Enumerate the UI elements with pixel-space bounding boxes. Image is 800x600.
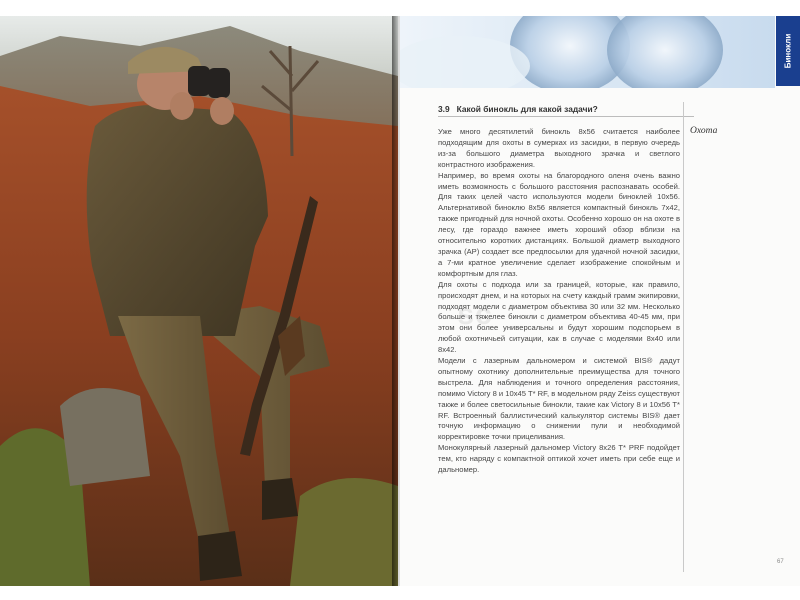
section-tab (776, 16, 800, 86)
section-tab-label: Бинокли (783, 33, 793, 69)
header-lenses-graphic (400, 16, 775, 88)
page-number: 67 (777, 559, 784, 565)
section-number: 3.9 (438, 104, 450, 114)
section-heading (438, 104, 598, 114)
watermark: sc (457, 298, 493, 331)
hunter-photo-graphic (0, 16, 398, 586)
heading-rule (438, 116, 694, 117)
paragraph: Монокулярный лазерный дальномер Victory 8x26 T* PRF подойдет тем, кто наряду с компактной оптикой хочет иметь при себе еще и дальномер. (438, 443, 680, 475)
hunter-photo (0, 16, 398, 586)
margin-rule (683, 102, 684, 572)
book-spread (0, 16, 800, 586)
paragraph: Модели с лазерным дальномером и системой BIS® дадут опытному охотнику дополнительные преимущества для точного выстрела. Для наблюдения и точного определения расстояния, помимо Victory 8 и 10x45 T* RF, в модельном ряду Zeiss существуют также и более светосильные бинокли, такие как Victory 8 и 10x56 T* RF. Встроенный баллистический калькулятор системы BIS® дает точную информацию о снижении пули и необходимой корректировке точки прицеливания. (438, 356, 680, 442)
paragraph: Уже много десятилетий бинокль 8x56 считается наиболее подходящим для охоты в сумерках из засидки, в первую очередь из-за большого диаметра выходного зрачка и светлого контрастного изображения. (438, 127, 680, 169)
paragraph: Для охоты с подхода или за границей, которые, как правило, происходят днем, и на которых на счету каждый грамм экипировки, подходят модели с диаметром объектива 30 или 32 мм. Несколько больше и тяжелее бинокли с диаметром объектива 40-45 мм, при этом они более универсальны и будут хорошим подспорьем в любой охотничьей ситуации, как в случае с моделями 8x40 или 8x42. (438, 279, 680, 355)
paragraph: Например, во время охоты на благородного оленя очень важно иметь возможность с большого расстояния распознавать особей. Для таких целей часто используются модели биноклей 10x56. Альтернативой биноклю 8x56 является компактный бинокль 7x42, также пригодный для ночной охоты. Особенно хорошо он на охоте в лесу, где гораздо важнее иметь хороший обзор вблизи на относительно коротких дистанциях. Большой диаметр выходного зрачка (АР) создает все предпосылки для удачной ночной засидки, а 7-ми кратное увеличение сделает изображение спокойным и комфортным для глаз. (438, 170, 680, 278)
header-photo-binocular-lenses (400, 16, 775, 88)
section-title: Какой бинокль для какой задачи? (456, 104, 598, 114)
side-label: Охота (690, 126, 718, 136)
